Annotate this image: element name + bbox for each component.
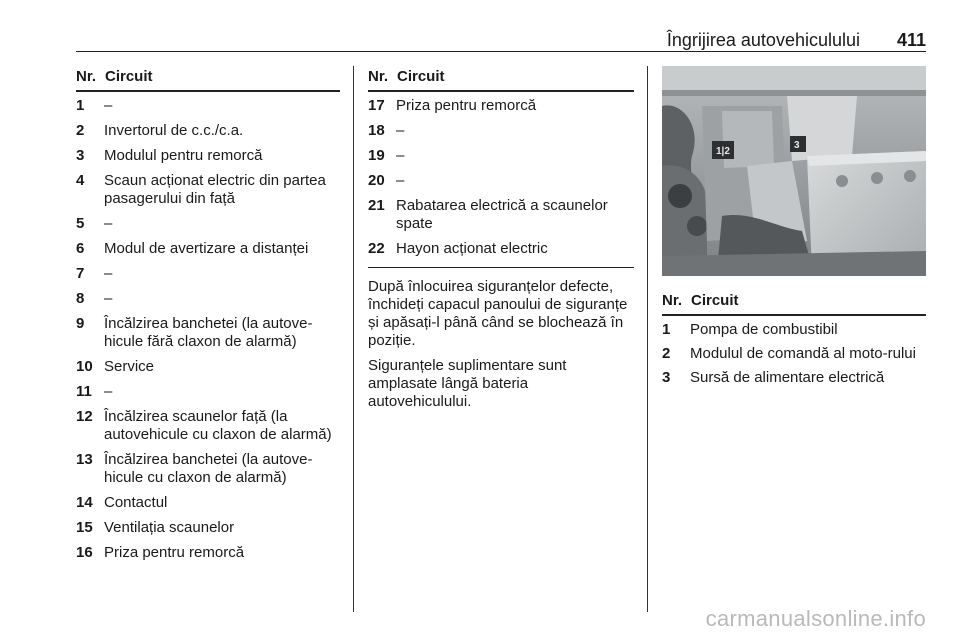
table-row: [368, 97, 634, 115]
table-row: [368, 197, 634, 233]
fuse-circuit: Modul de avertizare a distanței: [104, 240, 309, 257]
header-circuit: Circuit: [397, 68, 445, 85]
instruction-paragraph: După înlocuirea siguranțelor defecte, închideți capacul panoului de siguranțe și apăsați-l până când se blochează în poziție.: [368, 278, 628, 349]
fuse-number: 2: [662, 345, 671, 362]
fuse-number: 22: [368, 240, 385, 257]
fuse-table-part-2: [368, 66, 634, 411]
fuse-number: 18: [368, 122, 385, 139]
fuse-number: 9: [76, 315, 85, 332]
fuse-number: 14: [76, 494, 93, 511]
fuse-number: 6: [76, 240, 85, 257]
table-row: [76, 519, 340, 537]
table-header: [368, 66, 634, 92]
fuse-circuit: Invertorul de c.c./c.a.: [104, 122, 244, 139]
fuse-label-3: 3: [794, 140, 800, 151]
table-header: [76, 66, 340, 92]
fuse-number: 19: [368, 147, 385, 164]
fuse-number: 12: [76, 408, 93, 425]
fuse-number: 21: [368, 197, 385, 214]
fuse-number: 17: [368, 97, 385, 114]
table-row: [76, 494, 340, 512]
fuse-circuit: Rabatarea electrică a scaunelor spate: [396, 197, 608, 232]
page-number: 411: [896, 30, 926, 50]
instructions-block: [368, 267, 634, 411]
fuse-circuit: Ventilația scaunelor: [104, 519, 235, 536]
header-circuit: Circuit: [105, 68, 153, 85]
fuse-circuit: –: [396, 172, 405, 189]
fuse-number: 7: [76, 265, 85, 282]
fuse-circuit: –: [104, 215, 113, 232]
table-row: [76, 265, 340, 283]
fuse-number: 1: [662, 321, 671, 338]
table-row: [368, 147, 634, 165]
fuse-circuit: Hayon acționat electric: [396, 240, 548, 257]
table-row: [76, 383, 340, 401]
table-row: [76, 544, 340, 562]
header-nr: Nr.: [662, 292, 683, 309]
fuse-circuit: Încălzirea banchetei (la autove‐hicule cu claxon de alarmă): [104, 451, 313, 486]
table-row: [368, 240, 634, 258]
fuse-circuit: Încălzirea scaunelor față (la autovehicule cu claxon de alarmă): [104, 408, 332, 443]
section-title: Îngrijirea autovehiculului: [666, 30, 860, 50]
fuse-circuit: Sursă de alimentare electrică: [690, 369, 885, 386]
fuse-circuit: Priza pentru remorcă: [396, 97, 537, 114]
fuse-circuit: Scaun acționat electric din partea pasagerului din față: [104, 172, 326, 207]
fuse-circuit: Pompa de combustibil: [690, 321, 838, 338]
header-circuit: Circuit: [691, 292, 739, 309]
fuse-table-part-1: [76, 66, 340, 562]
table-row: [368, 122, 634, 140]
table-row: [76, 408, 340, 444]
fuse-circuit: –: [396, 147, 405, 164]
table-rows: [76, 97, 340, 562]
fuse-circuit: –: [104, 290, 113, 307]
table-row: [662, 369, 926, 387]
fuse-number: 5: [76, 215, 85, 232]
fuse-number: 2: [76, 122, 85, 139]
fuse-number: 3: [76, 147, 85, 164]
fuse-circuit: –: [104, 97, 113, 114]
fuse-number: 1: [76, 97, 85, 114]
table-row: [76, 290, 340, 308]
table-row: [76, 147, 340, 165]
table-header: [662, 290, 926, 316]
fuse-number: 10: [76, 358, 93, 375]
fuse-circuit: –: [104, 265, 113, 282]
table-rows: [368, 97, 634, 258]
battery-fuse-photo: [662, 66, 926, 276]
column-divider: [353, 66, 354, 612]
fuse-circuit: Modulul de comandă al moto‐rului: [690, 345, 916, 362]
fuse-circuit: Modulul pentru remorcă: [104, 147, 263, 164]
fuse-circuit: Service: [104, 358, 155, 375]
fuse-number: 13: [76, 451, 93, 468]
column-divider: [647, 66, 648, 612]
fuse-circuit: Încălzirea banchetei (la autove‐hicule fără claxon de alarmă): [104, 315, 313, 350]
fuse-number: 3: [662, 369, 671, 386]
table-row: [76, 97, 340, 115]
fuse-number: 20: [368, 172, 385, 189]
battery-fuse-section: [662, 66, 926, 387]
header-nr: Nr.: [76, 68, 97, 85]
fuse-number: 4: [76, 172, 85, 189]
watermark: carmanualsonline.info: [705, 606, 926, 631]
fuse-number: 16: [76, 544, 93, 561]
fuse-label-1-2: 1|2: [716, 146, 730, 157]
table-rows: [662, 321, 926, 387]
page-header: [76, 30, 926, 52]
table-row: [662, 321, 926, 339]
table-row: [368, 172, 634, 190]
table-row: [76, 315, 340, 351]
header-nr: Nr.: [368, 68, 389, 85]
table-row: [76, 451, 340, 487]
table-row: [76, 172, 340, 208]
table-row: [76, 358, 340, 376]
table-row: [76, 122, 340, 140]
fuse-number: 15: [76, 519, 93, 536]
fuse-circuit: Priza pentru remorcă: [104, 544, 245, 561]
fuse-circuit: –: [396, 122, 405, 139]
fuse-number: 8: [76, 290, 85, 307]
table-row: [76, 240, 340, 258]
fuse-number: 11: [76, 383, 92, 400]
engine-bay-illustration: [662, 66, 926, 276]
fuse-circuit: –: [104, 383, 113, 400]
fuse-circuit: Contactul: [104, 494, 168, 511]
table-row: [662, 345, 926, 363]
instruction-paragraph: Siguranțele suplimentare sunt amplasate lângă bateria autovehiculului.: [368, 357, 567, 410]
table-row: [76, 215, 340, 233]
